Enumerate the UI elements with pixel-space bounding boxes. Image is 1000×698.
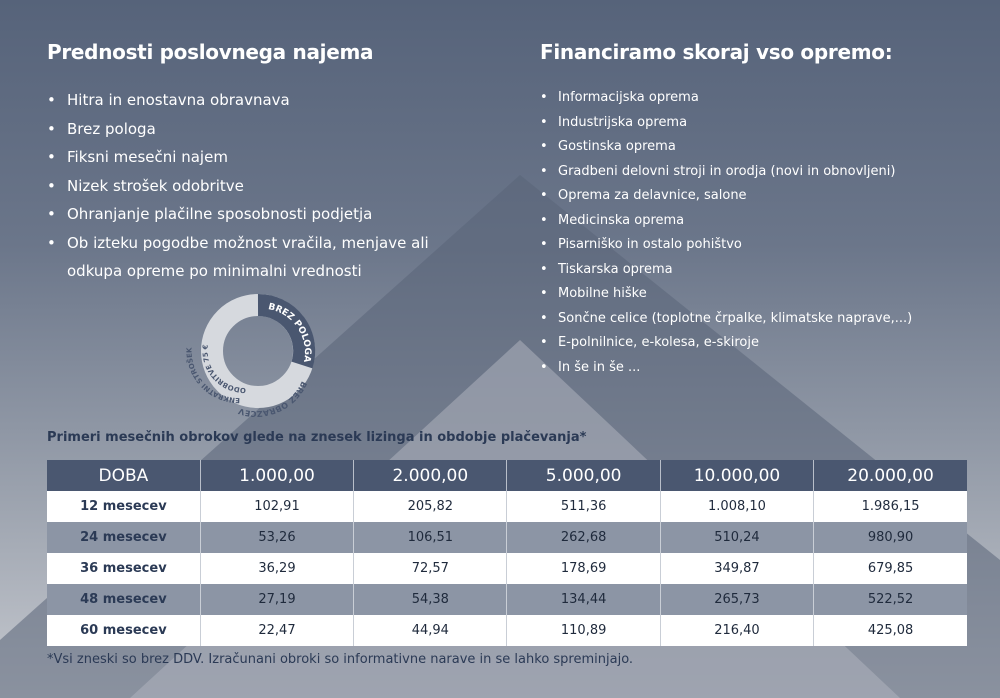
header-amount: 1.000,00	[200, 460, 353, 491]
rate-cell: 349,87	[660, 553, 813, 584]
period-cell: 36 mesecev	[47, 553, 200, 584]
benefit-item: • Hitra in enostavna obravnava	[47, 86, 467, 115]
table-row	[47, 522, 967, 553]
rate-cell: 110,89	[507, 615, 660, 646]
table-row	[47, 584, 967, 615]
ring-label-bottom: BREZ OBRAZCEV	[237, 380, 309, 418]
equipment-item: • Pisarniško in ostalo pohištvo	[540, 233, 980, 258]
rate-cell: 72,57	[354, 553, 507, 584]
header-amount: 5.000,00	[507, 460, 660, 491]
rate-cell: 178,69	[507, 553, 660, 584]
rate-cell: 425,08	[814, 615, 967, 646]
table-header-row	[47, 460, 967, 491]
rate-cell: 102,91	[200, 491, 353, 522]
period-cell: 48 mesecev	[47, 584, 200, 615]
rate-cell: 54,38	[354, 584, 507, 615]
period-cell: 24 mesecev	[47, 522, 200, 553]
table-row	[47, 615, 967, 646]
benefit-item: • Nizek strošek odobritve	[47, 172, 467, 201]
rate-cell: 679,85	[814, 553, 967, 584]
rate-cell: 216,40	[660, 615, 813, 646]
equipment-item: • Gradbeni delovni stroji in orodja (novi in obnovljeni)	[540, 160, 980, 185]
equipment-item: • Informacijska oprema	[540, 86, 980, 111]
rate-cell: 980,90	[814, 522, 967, 553]
rate-cell: 106,51	[354, 522, 507, 553]
rate-cell: 522,52	[814, 584, 967, 615]
benefit-item: • Brez pologa	[47, 115, 467, 144]
equipment-item: • Industrijska oprema	[540, 111, 980, 136]
rate-cell: 1.008,10	[660, 491, 813, 522]
ring-label-left-2: ODOBRITVE 75 €	[201, 344, 247, 395]
equipment-item: • Medicinska oprema	[540, 209, 980, 234]
rate-cell: 22,47	[200, 615, 353, 646]
benefits-heading: Prednosti poslovnega najema	[47, 40, 374, 64]
leasing-rates-table	[47, 460, 967, 646]
footnote: *Vsi zneski so brez DDV. Izračunani obroki so informativne narave in se lahko spreminjajo.	[47, 652, 634, 667]
equipment-item: • Sončne celice (toplotne črpalke, klimatske naprave,...)	[540, 307, 980, 332]
rate-cell: 205,82	[354, 491, 507, 522]
ring-label-top: BREZ POLOGA	[267, 302, 313, 363]
equipment-item: • In še in še ...	[540, 356, 980, 381]
period-cell: 60 mesecev	[47, 615, 200, 646]
equipment-item: • Tiskarska oprema	[540, 258, 980, 283]
rate-cell: 265,73	[660, 584, 813, 615]
table-caption: Primeri mesečnih obrokov glede na znesek lizinga in obdobje plačevanja*	[47, 430, 587, 445]
benefit-item-continuation: odkupa opreme po minimalni vrednosti	[67, 262, 362, 280]
benefit-item: • Fiksni mesečni najem	[47, 143, 467, 172]
equipment-item: • Oprema za delavnice, salone	[540, 184, 980, 209]
header-amount: 10.000,00	[660, 460, 813, 491]
equipment-item: • E-polnilnice, e-kolesa, e-skiroje	[540, 331, 980, 356]
rate-cell: 511,36	[507, 491, 660, 522]
benefit-item: • Ob izteku pogodbe možnost vračila, menjave ali	[47, 229, 467, 258]
rate-cell: 27,19	[200, 584, 353, 615]
ring-label-left-1: ENKRATNI STROŠEK	[185, 347, 241, 405]
header-amount: 2.000,00	[354, 460, 507, 491]
benefits-list	[47, 86, 467, 286]
period-cell: 12 mesecev	[47, 491, 200, 522]
rate-cell: 510,24	[660, 522, 813, 553]
rate-cell: 1.986,15	[814, 491, 967, 522]
rate-cell: 36,29	[200, 553, 353, 584]
benefits-ring	[180, 283, 325, 418]
header-amount: 20.000,00	[814, 460, 967, 491]
equipment-item: • Mobilne hiške	[540, 282, 980, 307]
equipment-heading: Financiramo skoraj vso opremo:	[540, 40, 893, 64]
table-row	[47, 491, 967, 522]
benefit-item: • Ohranjanje plačilne sposobnosti podjetja	[47, 200, 467, 229]
table-row	[47, 553, 967, 584]
rate-cell: 262,68	[507, 522, 660, 553]
rate-cell: 134,44	[507, 584, 660, 615]
rate-cell: 44,94	[354, 615, 507, 646]
equipment-list	[540, 86, 980, 380]
rate-cell: 53,26	[200, 522, 353, 553]
header-period: DOBA	[47, 460, 200, 491]
equipment-item: • Gostinska oprema	[540, 135, 980, 160]
